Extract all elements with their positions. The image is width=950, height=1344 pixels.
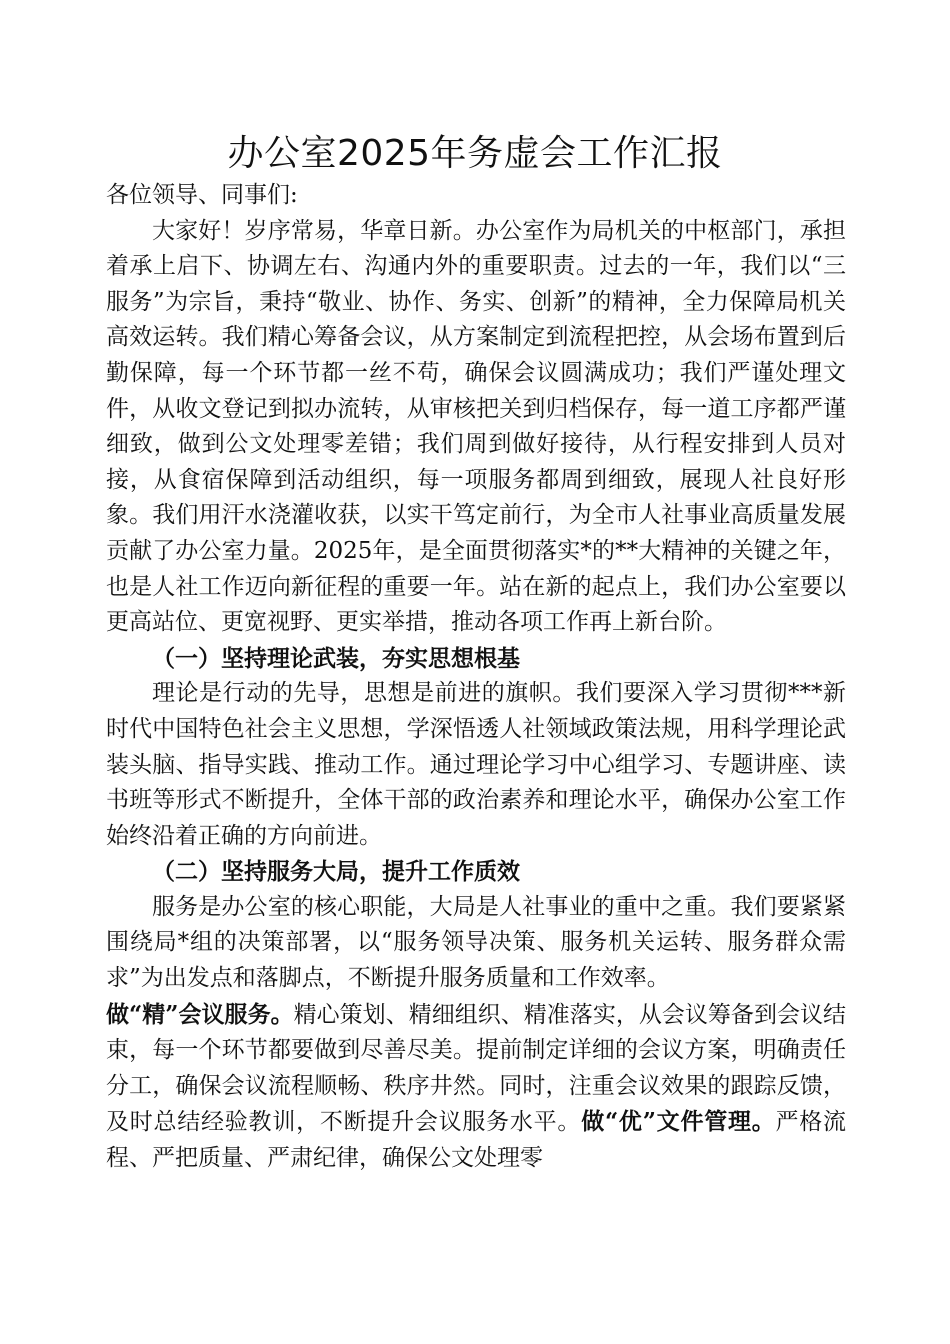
meeting-service-lead: 做“精”会议服务。 [106,1000,294,1028]
document-management-lead: 做“优”文件管理。 [581,1108,776,1136]
greeting: 各位领导、同事们: [106,182,298,208]
section-2-detail-paragraph [106,997,846,1177]
meeting-service-text: 精心策划、精细组织、精准落实，从会议筹备到会议结束，每一个环节都要做到尽善尽美。提前制定详细的会议方案，明确责任分工，确保会议流程顺畅、秩序井然。同时，注重会议效果的跟踪反馈，及时总结经验教训，不断提升会议服务水平。 [106,1001,846,1136]
section-1-heading: （一）坚持理论武装，夯实思想根基 [152,644,520,672]
document-body [106,178,846,1177]
section-2-heading: （二）坚持服务大局，提升工作质效 [152,858,520,886]
section-2-paragraph: 服务是办公室的核心职能，大局是人社事业的重中之重。我们要紧紧围绕局*组的决策部署，以“服务领导决策、服务机关运转、服务群众需求”为出发点和落脚点，不断提升服务质量和工作效率。 [106,893,846,992]
document-title: 办公室2025年务虚会工作汇报 [227,133,723,174]
intro-paragraph: 大家好！岁序常易，华章日新。办公室作为局机关的中枢部门，承担着承上启下、协调左右、沟通内外的重要职责。过去的一年，我们以“三服务”为宗旨，秉持“敬业、协作、务实、创新”的精神，全力保障局机关高效运转。我们精心筹备会议，从方案制定到流程把控，从会场布置到后勤保障，每一个环节都一丝不苟，确保会议圆满成功；我们严谨处理文件，从收文登记到拟办流转，从审核把关到归档保存，每一道工序都严谨细致，做到公文处理零差错；我们周到做好接待，从行程安排到人员对接，从食宿保障到活动组织，每一项服务都周到细致，展现人社良好形象。我们用汗水浇灌收获，以实干笃定前行，为全市人社事业高质量发展贡献了办公室力量。2025年，是全面贯彻落实*的**大精神的关键之年，也是人社工作迈向新征程的重要一年。站在新的起点上，我们办公室要以更高站位、更宽视野、更实举措，推动各项工作再上新台阶。 [106,217,846,636]
section-1-paragraph: 理论是行动的先导，思想是前进的旗帜。我们要深入学习贯彻***新时代中国特色社会主义思想，学深悟透人社领域政策法规，用科学理论武装头脑、指导实践、推动工作。通过理论学习中心组学习、专题讲座、读书班等形式不断提升，全体干部的政治素养和理论水平，确保办公室工作始终沿着正确的方向前进。 [106,680,846,849]
document-management-text: 严格流程、严把质量、严肃纪律，确保公文处理零 [106,1109,847,1172]
